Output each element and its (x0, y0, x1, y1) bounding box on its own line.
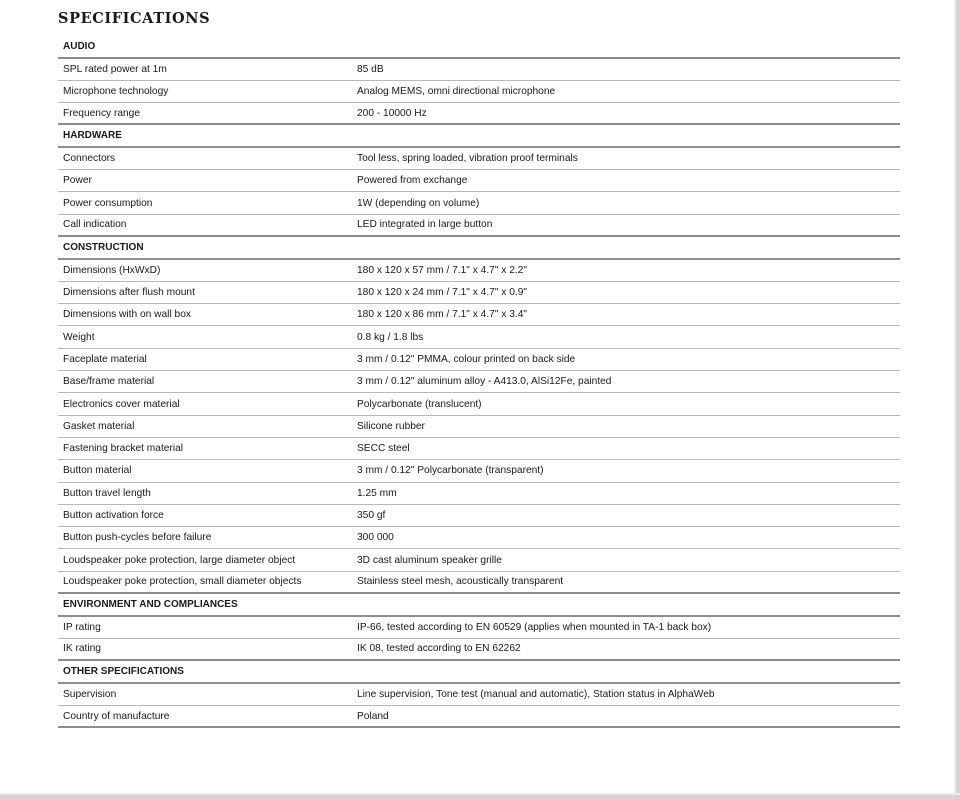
section-heading: AUDIO (58, 36, 900, 59)
spec-value: Tool less, spring loaded, vibration proof terminals (357, 153, 578, 165)
spec-row (58, 59, 900, 81)
spec-row (58, 460, 900, 482)
page-frame-right-edge (956, 0, 960, 799)
spec-name: Button material (63, 465, 132, 477)
section-heading: CONSTRUCTION (58, 237, 900, 260)
section-heading: HARDWARE (58, 125, 900, 148)
spec-value: 180 x 120 x 86 mm / 7.1" x 4.7" x 3.4" (357, 309, 527, 321)
spec-name: Electronics cover material (63, 398, 180, 410)
spec-row (58, 527, 900, 549)
spec-value: 350 gf (357, 509, 386, 521)
spec-name: Loudspeaker poke protection, small diameter objects (63, 576, 302, 588)
spec-row (58, 483, 900, 505)
spec-name: Microphone technology (63, 85, 169, 97)
spec-row (58, 260, 900, 282)
spec-row (58, 103, 900, 125)
spec-value: 1W (depending on volume) (357, 197, 480, 209)
spec-name: Country of manufacture (63, 710, 170, 722)
spec-value: 0.8 kg / 1.8 lbs (357, 331, 424, 343)
spec-name: Fastening bracket material (63, 443, 184, 455)
spec-row (58, 81, 900, 103)
spec-value: 300 000 (357, 532, 394, 544)
section-construction (58, 237, 900, 594)
spec-row (58, 572, 900, 594)
spec-row (58, 639, 900, 661)
spec-value: Polycarbonate (translucent) (357, 398, 482, 410)
spec-name: Dimensions after flush mount (63, 287, 195, 299)
spec-value: 3D cast aluminum speaker grille (357, 554, 502, 566)
spec-row (58, 371, 900, 393)
spec-name: Button push-cycles before failure (63, 532, 212, 544)
spec-name: Gasket material (63, 420, 135, 432)
spec-row (58, 416, 900, 438)
spec-name: Button activation force (63, 509, 164, 521)
specifications-table (58, 36, 900, 728)
spec-value: Powered from exchange (357, 175, 468, 187)
spec-name: IK rating (63, 643, 101, 655)
spec-row (58, 684, 900, 706)
spec-value: 200 - 10000 Hz (357, 107, 427, 119)
section-audio (58, 36, 900, 125)
spec-value: SECC steel (357, 443, 410, 455)
spec-row (58, 304, 900, 326)
page-frame-bottom-edge (0, 795, 960, 799)
spec-name: Dimensions (HxWxD) (63, 264, 161, 276)
spec-value: IP-66, tested according to EN 60529 (applies when mounted in TA-1 back box) (357, 621, 712, 633)
spec-name: Button travel length (63, 487, 151, 499)
spec-value: Silicone rubber (357, 420, 425, 432)
spec-name: Supervision (63, 688, 117, 700)
spec-row (58, 282, 900, 304)
spec-row (58, 326, 900, 348)
spec-name: SPL rated power at 1m (63, 63, 167, 75)
spec-value: 1.25 mm (357, 487, 397, 499)
page-title: SPECIFICATIONS (58, 10, 211, 27)
spec-name: Faceplate material (63, 353, 147, 365)
spec-name: Connectors (63, 153, 116, 165)
spec-name: Call indication (63, 219, 127, 231)
spec-value: 3 mm / 0.12" aluminum alloy - A413.0, AlSi12Fe, painted (357, 376, 612, 388)
spec-row (58, 148, 900, 170)
spec-value: 85 dB (357, 63, 384, 75)
spec-row (58, 706, 900, 728)
spec-row (58, 549, 900, 571)
spec-name: Power consumption (63, 197, 153, 209)
spec-name: Dimensions with on wall box (63, 309, 191, 321)
spec-row (58, 393, 900, 415)
spec-name: Loudspeaker poke protection, large diameter object (63, 554, 296, 566)
spec-value: 180 x 120 x 57 mm / 7.1" x 4.7" x 2.2" (357, 264, 527, 276)
section-environment-and-compliances (58, 594, 900, 661)
spec-row (58, 192, 900, 214)
section-heading: OTHER SPECIFICATIONS (58, 661, 900, 684)
spec-row (58, 170, 900, 192)
spec-name: Power (63, 175, 92, 187)
spec-name: Base/frame material (63, 376, 155, 388)
spec-value: LED integrated in large button (357, 219, 493, 231)
spec-row (58, 617, 900, 639)
section-heading: ENVIRONMENT AND COMPLIANCES (58, 594, 900, 617)
spec-row (58, 215, 900, 237)
spec-value: Poland (357, 710, 389, 722)
spec-value: 3 mm / 0.12" PMMA, colour printed on back side (357, 353, 576, 365)
spec-row (58, 349, 900, 371)
spec-value: IK 08, tested according to EN 62262 (357, 643, 521, 655)
spec-value: 180 x 120 x 24 mm / 7.1" x 4.7" x 0.9" (357, 287, 527, 299)
spec-name: IP rating (63, 621, 101, 633)
section-other-specifications (58, 661, 900, 728)
spec-value: Line supervision, Tone test (manual and automatic), Station status in AlphaWeb (357, 688, 715, 700)
section-hardware (58, 125, 900, 237)
spec-name: Frequency range (63, 107, 141, 119)
spec-value: Stainless steel mesh, acoustically transparent (357, 576, 564, 588)
spec-name: Weight (63, 331, 95, 343)
spec-row (58, 505, 900, 527)
spec-value: 3 mm / 0.12" Polycarbonate (transparent) (357, 465, 544, 477)
spec-row (58, 438, 900, 460)
spec-value: Analog MEMS, omni directional microphone (357, 85, 556, 97)
